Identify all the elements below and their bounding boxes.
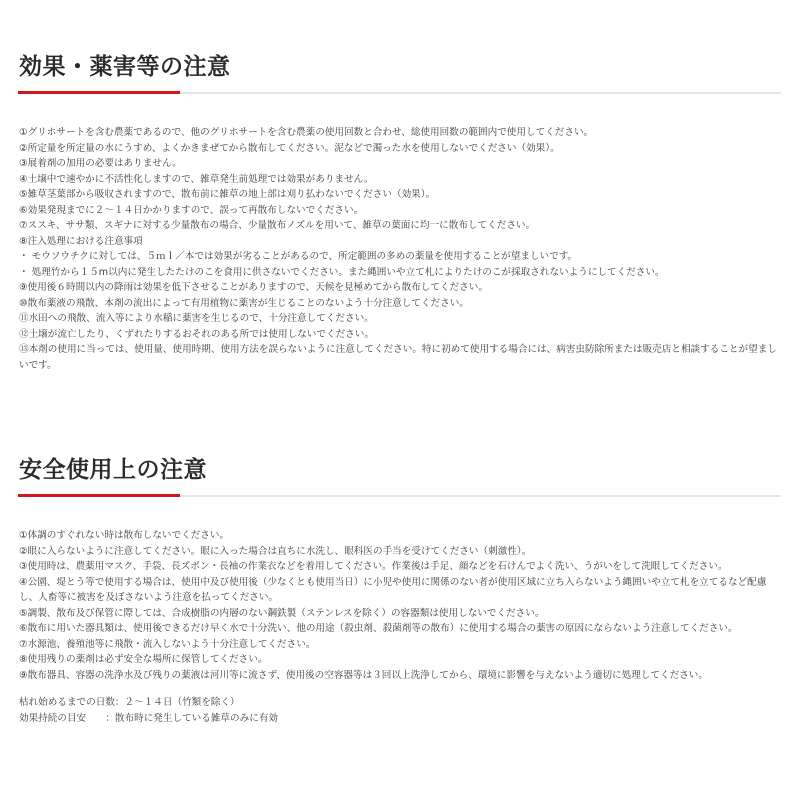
list-item: ②眼に入らないように注意してください。眼に入った場合は直ちに水洗し、眼科医の手当を受けてください（刺激性）。 [19, 545, 532, 557]
list-item: ⑬本剤の使用に当っては、使用量、使用時期、使用方法を誤らないように注意してください。特に初めて使用する場合には、病害虫防除所または販売店と相談することが望ましいです。 [19, 344, 777, 371]
list-item: ①体調のすぐれない時は散布しないでください。 [19, 530, 230, 541]
days-until-wilting: 枯れ始めるまでの日数：２～１４日（竹類を除く） [19, 697, 240, 708]
list-item: ①グリホサートを含む農薬であるので、他のグリホサートを含む農薬の使用回数と合わせ、総使用回数の範囲内で使用してください。 [19, 127, 594, 138]
list-item: ⑪水田への飛散、流入等により水稲に薬害を生じるので、十分注意してください。 [19, 313, 374, 324]
list-item: ②所定量を所定量の水にうすめ、よくかきまぜてから散布してください。泥などで濁った水を使用しないでください（効果）。 [19, 142, 560, 154]
list-item: ⑨使用後６時間以内の降雨は効果を低下させることがありますので、天候を見極めてから散布してください。 [19, 282, 488, 293]
list-item: ⑥散布に用いた器具類は、使用後できるだけ早く水で十分洗い、他の用途（殺虫剤、殺菌剤等の散布）に使用する場合の薬害の原因にならないよう注意してください。 [19, 623, 738, 634]
effect-precautions-list [18, 125, 781, 373]
list-item: ⑧使用残りの薬剤は必ず安全な場所に保管してください。 [19, 654, 268, 665]
effect-precautions-section [18, 52, 781, 373]
list-item: ⑫土壌が流亡したり、くずれたりするおそれのある所では使用しないでください。 [19, 328, 374, 340]
list-item: ⑧注入処理における注意事項 [19, 235, 143, 247]
effect-duration: 効果持続の目安 ：散布時に発生している雑草のみに有効 [19, 712, 279, 724]
list-item: ⑥効果発現までに２～１４日かかりますので、誤って再散布しないでください。 [19, 204, 364, 216]
safety-precautions-list [18, 528, 781, 683]
accent-underline [18, 494, 180, 497]
list-item: ・ 処理竹から１５m以内に発生したたけのこを食用に供さないでください。また縄囲いや立て札によりたけのこが採取されないようにしてください。 [19, 266, 665, 278]
list-item: ③使用時は、農薬用マスク、手袋、長ズボン・長袖の作業衣などを着用してください。作業後は手足、顔などを石けんでよく洗い、うがいをして洗眼してください。 [19, 561, 728, 572]
list-item: ⑨散布器具、容器の洗浄水及び残りの薬液は河川等に流さず、使用後の空容器等は３回以上洗浄してから、環境に影響を与えないよう適切に処理してください。 [19, 669, 708, 681]
list-item: ④公園、堤とう等で使用する場合は、使用中及び使用後（少なくとも使用当日）に小児や使用に関係のない者が使用区域に立ち入らないよう縄囲いや立て札を立てるなど配慮し、人畜等に被害を及ぼさないよう注意を払ってください。 [19, 576, 767, 603]
list-item: ⑦ススキ、ササ類、スギナに対する少量散布の場合、少量散布ノズルを用いて、雑草の葉面に均一に散布してください。 [19, 220, 536, 231]
effect-summary [18, 695, 781, 726]
list-item: ・ モウソウチクに対しては、５ｍｌ／本では効果が劣ることがあるので、所定範囲の多めの薬量を使用することが望ましいです。 [19, 251, 578, 262]
list-item: ④土壌中で速やかに不活性化しますので、雑草発生前処理では効果がありません。 [19, 173, 374, 185]
list-item: ⑩散布薬液の飛散、本剤の流出によって有用植物に薬害が生じることのないよう十分注意してください。 [19, 297, 469, 309]
section-title: 効果・薬害等の注意 [19, 54, 231, 80]
list-item: ③展着剤の加用の必要はありません。 [19, 158, 182, 169]
list-item: ⑤調製、散布及び保管に際しては、合成樹脂の内層のない鋼鉄製（ステンレスを除く）の容器類は使用しないでください。 [19, 607, 545, 619]
list-item: ⑦水源池、養殖池等に飛散・流入しないよう十分注意してください。 [19, 638, 316, 650]
title-underline [18, 91, 781, 94]
accent-underline [18, 91, 180, 94]
list-item: ⑤雑草茎葉部から吸収されますので、散布前に雑草の地上部は刈り払わないでください（効果）。 [19, 189, 436, 200]
title-underline [18, 494, 781, 497]
section-title: 安全使用上の注意 [19, 457, 207, 483]
safety-precautions-section [18, 455, 781, 726]
